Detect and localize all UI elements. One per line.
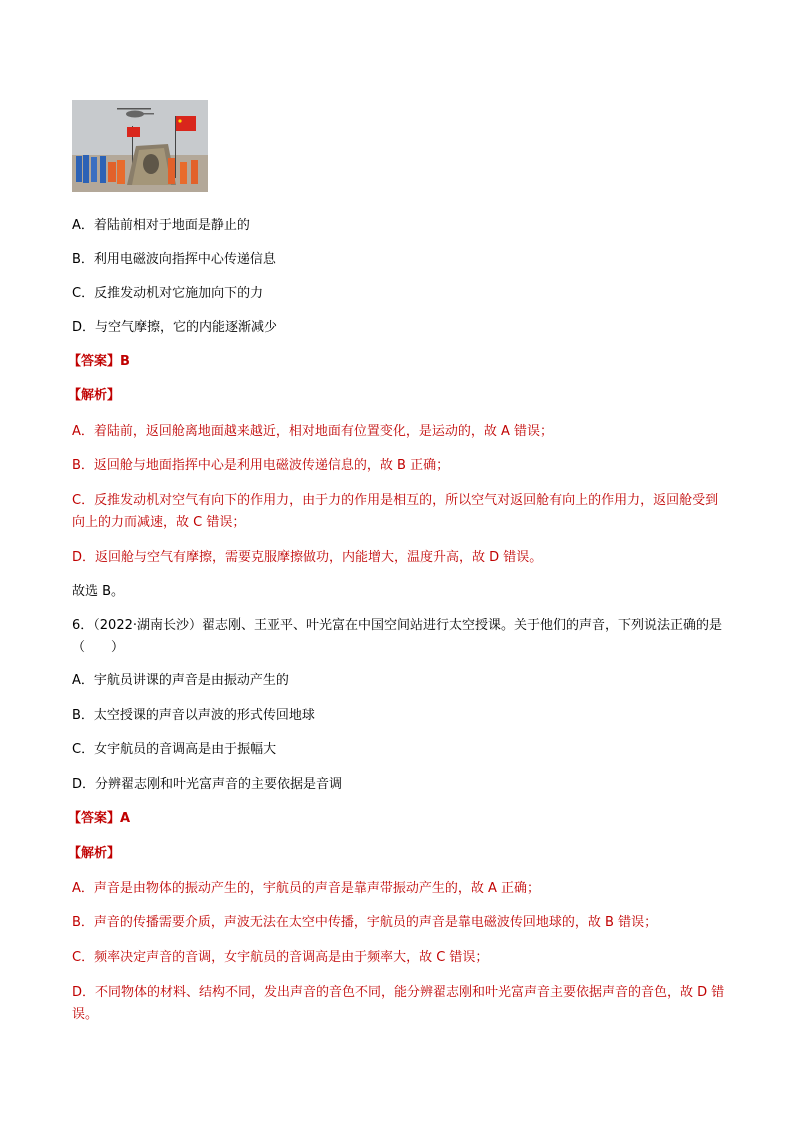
q5-analysis-c: C．反推发动机对空气有向下的作用力，由于力的作用是相互的，所以空气对返回舱有向上的作用力，返回舱受到向上的力而减速，故 C 错误； <box>72 493 719 530</box>
q6-option-a: A．宇航员讲课的声音是由振动产生的 <box>72 673 289 688</box>
q5-conclusion: 故选 B。 <box>72 584 125 599</box>
q5-option-b: B．利用电磁波向指挥中心传递信息 <box>72 252 276 267</box>
q6-answer: 【答案】A <box>68 811 131 826</box>
q5-analysis-d: D．返回舱与空气有摩擦，需要克服摩擦做功，内能增大，温度升高，故 D 错误。 <box>72 550 543 565</box>
q6-option-c: C．女宇航员的音调高是由于振幅大 <box>72 742 277 757</box>
q6-analysis-label: 【解析】 <box>68 846 121 861</box>
q6-option-d: D．分辨翟志刚和叶光富声音的主要依据是音调 <box>72 777 343 792</box>
q6-analysis-c: C．频率决定声音的音调，女宇航员的音调高是由于频率大，故 C 错误； <box>72 950 489 965</box>
q5-analysis-label: 【解析】 <box>68 388 121 403</box>
q6-option-b: B．太空授课的声音以声波的形式传回地球 <box>72 708 315 723</box>
q5-answer: 【答案】B <box>68 354 130 369</box>
q6-stem: 6．（2022·湖南长沙）翟志刚、王亚平、叶光富在中国空间站进行太空授课。关于他们的声音，下列说法正确的是（ ） <box>72 618 722 655</box>
q6-analysis-d: D．不同物体的材料、结构不同，发出声音的音色不同，能分辨翟志刚和叶光富声音主要依据声音的音色，故 D 错误。 <box>72 985 725 1022</box>
q5-option-c: C．反推发动机对它施加向下的力 <box>72 286 264 301</box>
capsule-photo-illustration <box>72 100 208 192</box>
q6-analysis-a: A．声音是由物体的振动产生的，宇航员的声音是靠声带振动产生的，故 A 正确； <box>72 881 541 896</box>
return-capsule-landing-photo <box>72 100 208 192</box>
q6-analysis-b: B．声音的传播需要介质，声波无法在太空中传播，宇航员的声音是靠电磁波传回地球的，故 B 错误； <box>72 915 658 930</box>
q5-analysis-b: B．返回舱与地面指挥中心是利用电磁波传递信息的，故 B 正确； <box>72 458 450 473</box>
q5-analysis-a: A．着陆前，返回舱离地面越来越近，相对地面有位置变化，是运动的，故 A 错误； <box>72 424 554 439</box>
q5-option-d: D．与空气摩擦，它的内能逐渐减少 <box>72 320 278 335</box>
q5-option-a: A．着陆前相对于地面是静止的 <box>72 218 250 233</box>
